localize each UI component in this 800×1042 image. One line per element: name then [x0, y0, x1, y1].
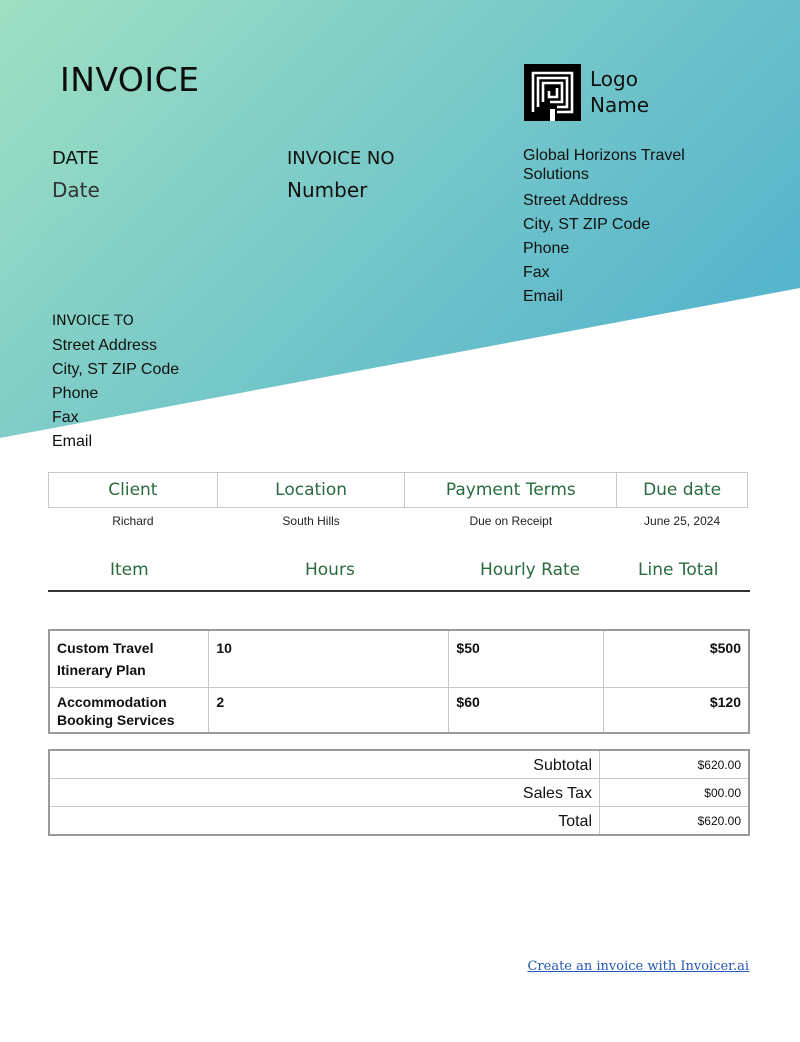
line-items-table [48, 629, 750, 734]
bill-to-fax: Fax [52, 409, 79, 426]
invoice-meta-table [48, 472, 748, 534]
company-fax: Fax [523, 264, 550, 281]
bill-to-info [52, 310, 179, 454]
subtotal-row [49, 750, 749, 779]
invoice-title: INVOICE [60, 60, 200, 99]
invoice-number-value[interactable]: Number [287, 177, 368, 202]
meta-header-location: Location [217, 473, 405, 508]
item-hours: 2 [209, 688, 449, 734]
item-hours: 10 [209, 630, 449, 688]
item-rate: $50 [449, 630, 603, 688]
bill-to-street: Street Address [52, 337, 157, 354]
invoice-number-label: INVOICE NO [287, 148, 395, 169]
item-line-total: $500 [603, 630, 749, 688]
item-description: Accommodation Booking Services [49, 688, 209, 734]
table-row [49, 630, 749, 688]
bill-to-city: City, ST ZIP Code [52, 361, 180, 378]
items-header-item: Item [110, 560, 149, 580]
company-city: City, ST ZIP Code [523, 216, 651, 233]
invoice-number-block [287, 148, 395, 202]
bill-to-heading: INVOICE TO [52, 313, 134, 329]
items-header-hours: Hours [305, 560, 355, 580]
items-header-row [48, 556, 750, 592]
bill-to-email: Email [52, 433, 93, 450]
logo-line-2: Name [590, 93, 650, 117]
meta-header-client: Client [49, 473, 218, 508]
item-rate: $60 [449, 688, 603, 734]
table-row [49, 688, 749, 734]
items-header-hourly-rate: Hourly Rate [480, 560, 581, 580]
sales-tax-row [49, 779, 749, 807]
company-phone: Phone [523, 240, 570, 257]
company-name: Global Horizons Travel Solutions [523, 147, 685, 183]
logo-line-1: Logo [590, 67, 638, 91]
date-label: DATE [52, 148, 99, 169]
meta-value-due-date: June 25, 2024 [644, 514, 721, 528]
subtotal-value: $620.00 [600, 750, 750, 779]
meta-header-due-date: Due date [617, 473, 748, 508]
meta-header-payment-terms: Payment Terms [405, 473, 617, 508]
company-info [523, 146, 723, 309]
total-row [49, 807, 749, 836]
total-label: Total [49, 807, 600, 836]
maze-logo-icon [524, 64, 581, 121]
item-description: Custom Travel Itinerary Plan [49, 630, 209, 688]
sales-tax-value: $00.00 [600, 779, 750, 807]
meta-value-client: Richard [112, 514, 154, 528]
date-value[interactable]: Date [52, 177, 100, 202]
logo-name [590, 66, 649, 118]
meta-header-row [49, 473, 748, 508]
meta-value-row [49, 508, 748, 535]
totals-table [48, 749, 750, 836]
items-header-line-total: Line Total [638, 560, 719, 580]
meta-value-payment-terms: Due on Receipt [469, 514, 553, 528]
company-street: Street Address [523, 192, 628, 209]
invoicer-link[interactable]: Create an invoice with Invoicer.ai [527, 959, 749, 974]
item-line-total: $120 [603, 688, 749, 734]
subtotal-label: Subtotal [49, 750, 600, 779]
date-block [52, 148, 100, 202]
total-value: $620.00 [600, 807, 750, 836]
sales-tax-label: Sales Tax [49, 779, 600, 807]
company-email: Email [523, 288, 564, 305]
company-logo [524, 64, 649, 121]
meta-value-location: South Hills [282, 514, 340, 528]
bill-to-phone: Phone [52, 385, 99, 402]
